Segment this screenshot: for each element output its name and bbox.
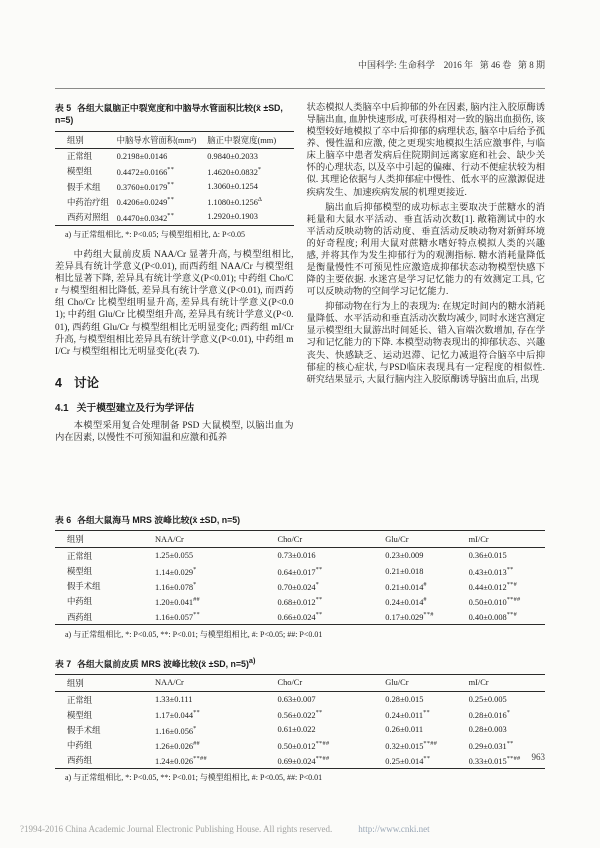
table7-block [55,656,545,784]
table-cell: 0.73±0.016 [277,551,316,561]
table-cell: 0.40±0.008**# [468,611,518,623]
table-cell: 0.21±0.018 [385,566,424,576]
table6 [55,530,545,625]
table-cell: 中药治疗组 [67,197,109,207]
table-cell: 1.14±0.029* [155,565,197,577]
significance-marker: ** [315,596,323,604]
table-cell: 0.44±0.012**# [468,580,518,592]
table-cell: 1.33±0.111 [155,695,193,705]
table6-caption-suffix: (x̄ ±SD, n=5) [189,515,241,525]
table-cell: 0.26±0.011 [385,725,424,735]
table-cell: 0.28±0.016* [468,709,511,721]
significance-marker: ## [193,596,201,604]
significance-marker: ** [506,565,514,573]
header-row [55,131,294,148]
two-column-body [55,102,545,504]
significance-marker: Δ [257,196,263,204]
table-cell: 1.26±0.026## [155,739,201,751]
copyright-footer [20,824,580,834]
table-cell: 1.17±0.044** [155,709,201,721]
table-cell: 0.66±0.024** [277,611,323,623]
column-header: Glu/Cr [383,531,466,548]
section-title: 讨论 [73,375,99,390]
table-row [55,753,545,769]
column-header: 组别 [55,674,153,691]
table6-block [55,514,545,640]
table-cell: 0.28±0.003 [468,725,507,735]
table-cell: 1.16±0.078* [155,580,197,592]
table-cell: 正常组 [67,695,93,705]
significance-marker: ** [315,565,323,573]
table-cell: 假手术组 [67,582,101,592]
running-head [55,48,545,81]
table-cell: 模型组 [67,567,93,577]
table-cell: 0.61±0.022 [277,725,316,735]
table-cell: 0.25±0.014** [385,754,431,766]
significance-marker: * [315,580,320,588]
significance-marker: ** [167,196,175,204]
table-cell: 0.50±0.012**## [277,739,330,751]
significance-marker: **## [315,739,330,747]
table-cell: 0.24±0.014# [385,596,427,607]
table7-title [55,656,545,670]
column-header: 脑正中裂宽度(mm) [205,131,293,148]
header-row [55,674,545,691]
table5-caption: 各组大鼠脑正中裂宽度和中脑导水管面积比较 [77,103,254,113]
table-cell: 0.23±0.009 [385,551,424,561]
subsection-number: 4.1 [55,402,69,414]
body-paragraph: 抑郁动物在行为上的表现为: 在规定时间内的糖水消耗量降低、水平活动和垂直活动次数均减少, 同时水迷宫测定显示模型组大鼠游出时间延长、错入盲端次数增加, 存在学习和记忆能力的下降. 本模型动物表现出的抑郁状态、兴趣丧失、快感缺乏、运动迟滞、记忆力减退符合脑卒中后抑郁症的核心症状, 与PSD临床表现具有一定程度的相似性. 研究结果显示, 大鼠行脑内注入胶原酶诱导脑出血后, 出现 [306,302,545,385]
table-cell: 1.25±0.055 [155,551,194,561]
table-cell: 中药组 [67,597,93,607]
table-cell: 0.56±0.022** [277,709,323,721]
significance-marker: **## [506,596,521,604]
significance-marker: # [423,580,427,588]
significance-marker: * [506,709,511,717]
body-paragraph: 本模型采用复合处理制备 PSD 大鼠模型, 以脑出血为内在因素, 以慢性不可预知温和应激和孤养 [55,420,294,443]
table-cell: 西药组 [67,612,93,622]
column-header: NAA/Cr [153,674,276,691]
table7-label: 表 7 [55,658,72,669]
table-cell: 0.3760±0.0179** [116,181,175,192]
table5-label: 表 5 [55,103,72,113]
significance-marker: ** [315,611,323,619]
significance-marker: **## [315,754,330,762]
table-cell: 中药组 [67,741,93,751]
table-cell: 正常组 [67,551,93,561]
table-cell: 1.16±0.056* [155,724,197,736]
section-number: 4 [55,375,62,390]
table-row [55,609,545,625]
table7-caption-footnote-marker: a) [248,655,256,665]
table-cell: 1.20±0.041## [155,596,201,607]
subsection-heading [55,400,294,414]
table7 [55,674,545,769]
table-cell: 西药组 [67,756,93,766]
significance-marker: ** [423,754,431,762]
column-header: 中脑导水管面积(mm²) [115,131,206,148]
table7-caption: 各组大鼠前皮质 MRS 波峰比较 [77,658,199,669]
significance-marker: **# [506,580,518,588]
subsection-title: 关于模型建立及行为学评估 [76,402,195,414]
table-cell: 假手术组 [67,725,101,735]
table-cell: 1.2920±0.1903 [207,212,258,222]
column-header: mI/Cr [467,674,545,691]
column-header: 组别 [55,531,153,548]
table-row [55,707,545,722]
significance-marker: **## [423,739,438,747]
table-cell: 模型组 [67,710,93,720]
table-row [55,564,545,579]
header-rule [55,88,545,89]
table-cell: 0.70±0.024* [277,580,320,592]
table-cell: 0.69±0.024**## [277,754,330,766]
right-column [307,102,546,388]
table-row [55,722,545,737]
table-cell: 0.21±0.014# [385,580,427,592]
table-cell: 1.4620±0.0832* [207,166,262,177]
table-cell: 正常组 [67,152,93,162]
significance-marker: * [257,166,262,173]
significance-marker: **# [423,611,434,619]
significance-marker: ** [506,739,514,747]
significance-marker: # [423,596,427,604]
table-row [55,194,294,209]
column-header: NAA/Cr [153,531,276,548]
significance-marker: ** [167,211,175,219]
table-cell: $1.1080\pm 0.1256^\Delta$ [207,196,263,208]
table-row [55,738,545,753]
table-cell: 0.28±0.015 [385,695,424,705]
significance-marker: **## [193,754,207,762]
table-cell: 1.3060±0.1254 [207,182,258,192]
significance-marker: ** [193,709,201,717]
header-row [55,531,545,548]
section-heading-discussion [55,373,294,391]
body-paragraph: 状态模拟人类脑卒中后抑郁的外在因素, 脑内注入胶原酶诱导脑出血, 血肿快速形成, 可获得相对一致的脑出血损伤, 该模型较好地模拟了卒中后抑郁的病理状态, 脑卒中后给予孤养、慢性温和应激, 使之更现实地模拟生活应激事件, 与临床上脑卒中患者发病后住院期间远离家庭和社会、缺少关怀的心理状态, 以及卒中引起的偏瘫、行动不便症状较为相似. 其理论依据与人类抑郁症中慢性、低水平的应激源促进疾病发生、加速疾病发展的机理更接近. [306,103,545,198]
copyright-text: ?1994-2016 China Academic Journal Electronic Publishing House. All rights reserved. [20,824,333,834]
table6-label: 表 6 [55,515,72,525]
body-paragraph: 中药组大鼠前皮质 NAA/Cr 显著升高, 与模型组相比, 差异具有统计学意义(P<0.01), 而西药组 NAA/Cr 与模型组相比显著下降, 差异具有统计学意义(P<0.01); 中药组 Cho/Cr 与模型组相比降低, 差异具有统计学意义(P<0.01), 而西药组 Cho/Cr 比模型组明显升高, 差异具有统计学意义(P<0.01); 中药组 Glu/Cr 比模型组升高, 差异具有统计学意义(P<0.01), 西药组 Glu/Cr 与模型组相比无明显变化; 西药组 mI/Cr 升高, 与模型组相比差异具有统计学意义(P<0.01), 中药组 mI/Cr 与模型组相比无明显变化(表 7). [55,250,294,357]
table-cell: 0.24±0.011** [385,709,430,721]
table-cell: 0.4472±0.0166** [116,166,175,177]
table-row [55,148,294,164]
column-header: Cho/Cr [276,674,384,691]
significance-marker: **## [506,754,521,762]
table6-caption: 各组大鼠海马 MRS 波峰比较 [77,515,190,525]
table-cell: 0.32±0.015**## [385,739,438,751]
page-number: 963 [531,752,545,762]
table-cell: 0.25±0.005 [468,695,507,705]
table-cell: 0.29±0.031** [468,739,514,751]
significance-marker: ** [167,166,175,173]
table-cell: 1.24±0.026**## [155,754,207,766]
significance-marker: ** [167,181,175,189]
table-row [55,179,294,194]
significance-marker: ** [315,709,323,717]
column-header: Cho/Cr [276,531,384,548]
significance-marker: * [193,724,197,732]
column-header: Glu/Cr [383,674,466,691]
table-cell: 0.17±0.029**# [385,611,434,623]
table-cell: 西药对照组 [67,212,109,222]
table-cell: 0.2198±0.0146 [116,151,168,161]
publisher-url: http://www.cnki.net [358,824,430,834]
table-cell: 0.43±0.013** [468,565,514,577]
table-cell: 0.68±0.012** [277,596,323,607]
table-row [55,691,545,707]
significance-marker: ** [423,709,430,717]
table-cell: 0.33±0.015**## [468,754,521,766]
column-header: mI/Cr [467,531,545,548]
table-cell: 0.36±0.015 [468,551,507,561]
table5-footnote: a) 与正常组相比, *: P<0.05; 与模型组相比, Δ: P<0.05 [65,230,245,240]
table-row [55,548,545,564]
table5-title [55,102,294,127]
table6-title [55,514,545,526]
table-cell: 0.63±0.007 [277,695,316,705]
table5-block [55,102,294,240]
significance-marker: * [193,580,197,588]
table5-caption-suffix: (x̄ ±SD, n=5) [55,103,283,126]
table-cell: 0.50±0.010**## [468,596,521,607]
left-column [55,102,294,446]
table5 [55,131,294,226]
journal-issue-line: 中国科学: 生命科学 2016 年 第 46 卷 第 8 期 [357,60,545,70]
table-row [55,164,294,179]
table-cell: 模型组 [67,167,93,177]
body-paragraph: 脑出血后抑郁模型的成功标志主要取决于蔗糖水的消耗量和大鼠水平活动、垂直活动次数[1]. 敞箱测试中的水平活动反映动物的活动度、垂直活动反映动物对新鲜环境的好奇程度; 利用大鼠对蔗糖水嗜好特点模拟人类的兴趣感, 并将其作为发生抑郁行为的观测指标. 糖水消耗量降低是衡量慢性不可预见性应激造成抑郁状态动物模型快感下降的主要依据. 水迷宫是学习记忆能力的有效测定工具, 它可以反映动物的空间学习记忆能力. [306,202,545,298]
table-row [55,209,294,225]
table-row [55,579,545,594]
table6-footnote: a) 与正常组相比, *: P<0.05, **: P<0.01; 与模型组相比, #: P<0.05; ##: P<0.01 [65,629,323,639]
table7-caption-suffix: (x̄ ±SD, n=5) [198,658,249,669]
table-cell: 0.4206±0.0249** [116,196,175,208]
table-cell: 假手术组 [67,182,101,192]
table-cell: 0.9840±0.2033 [207,151,258,161]
significance-marker: ** [193,611,201,619]
table-cell: 0.4470±0.0342** [116,211,175,223]
column-header: 组别 [55,131,115,148]
significance-marker: **# [506,611,518,619]
table-cell: 0.64±0.017** [277,565,323,577]
table7-footnote: a) 与正常组相比, *: P<0.05, **: P<0.01; 与模型组相比, #: P<0.05, ##: P<0.01 [65,773,323,783]
table-cell: 1.16±0.057** [155,611,201,623]
significance-marker: ## [193,739,201,747]
table-row [55,594,545,609]
significance-marker: * [193,565,197,573]
